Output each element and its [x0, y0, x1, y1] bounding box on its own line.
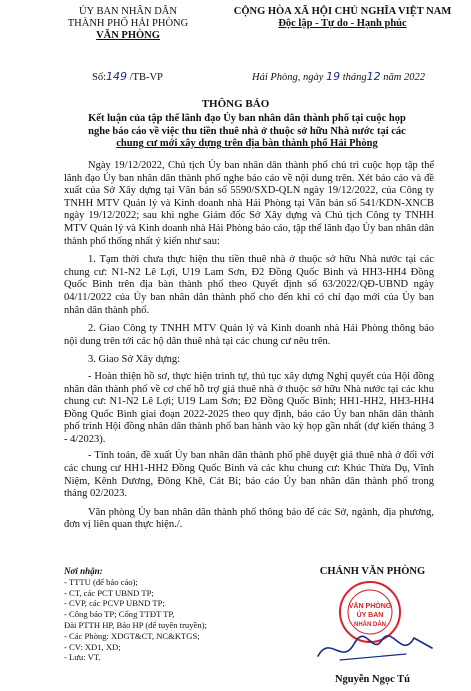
issuing-agency [58, 6, 198, 42]
date-month-handwritten: 12 [366, 70, 381, 83]
recipient-item: - CV: XD1, XD; [64, 641, 121, 652]
handwritten-signature [310, 626, 440, 671]
paragraph-item-3: 3. Giao Sở Xây dựng: [88, 354, 181, 366]
seal-text-top: VĂN PHÒNG [348, 603, 392, 610]
recipients-label: Nơi nhận: [64, 566, 103, 576]
signer-role: CHÁNH VĂN PHÒNG [319, 566, 426, 577]
recipient-item: - Công báo TP; Cổng TTĐT TP, [64, 609, 175, 620]
signature-block [290, 566, 455, 685]
recipient-item: - CVP, các PCVP UBND TP; [64, 598, 165, 609]
recipient-item: - Lưu: VT. [64, 652, 101, 663]
recipient-item: - Các Phòng: XDGT&CT, NC&KTGS; [64, 630, 200, 641]
paragraph-item-1: 1. Tạm thời chưa thực hiện thu tiền thuê nhà ở thuộc sở hữu Nhà nước tại các chung cư: N1-N2 Lê Lợi, U19 Lam Sơn, Đ2 Đồng Quốc Bình và HH3-HH4 Đồng Quốc Bình trên địa bàn thành phố theo Quyết định số 63/2022/QĐ-UBND ngày 04/11/2022 của Ủy ban nhân dân thành phố cho đến khi có chỉ đạo mới của Ủy ban nhân dân thành phố. [64, 254, 434, 316]
date-day-handwritten: 19 [326, 70, 341, 83]
document-body [64, 160, 434, 536]
seal-text-bottom: NHÂN DÂN [354, 622, 386, 628]
agency-line-2: THÀNH PHỐ HẢI PHÒNG [67, 18, 189, 29]
paragraph-item-3b: - Tính toán, đề xuất Ủy ban nhân dân thành phố phê duyệt giá thuê nhà ở đối với các chung cư HH1-HH2 Đồng Quốc Bình và các khu chung cư: Khúc Thừa Dụ, Vĩnh Niệm, Kênh Dương, Đông Khê, Cát Bi; báo cáo Ủy ban nhân dân thành phố trong tháng 02/2023. [64, 450, 434, 500]
recipient-item: - CT, các PCT UBND TP; [64, 587, 154, 598]
nation-title: CỘNG HÒA XÃ HỘI CHỦ NGHĨA VIỆT NAM [233, 6, 452, 17]
paragraph-closing: Văn phòng Ủy ban nhân dân thành phố thông báo để các Sở, ngành, địa phương, đơn vị liên quan thực hiện./. [64, 506, 434, 531]
document-subject: Kết luận của tập thể lãnh đạo Ủy ban nhân dân thành phố tại cuộc họp nghe báo cáo về việc thu tiền thuê nhà ở thuộc sở hữu Nhà nước tại các chung cư mới xây dựng trên địa bàn thành phố Hải Phòng [88, 113, 406, 149]
signer-name: Nguyễn Ngọc Tú [334, 674, 411, 685]
document-title: THÔNG BÁO [201, 98, 270, 110]
agency-line-1: ỦY BAN NHÂN DÂN [79, 6, 177, 17]
recipient-item: - TTTU (để báo cáo); [64, 576, 138, 587]
national-header [220, 6, 465, 30]
recipients-list [64, 566, 264, 663]
paragraph-intro: Ngày 19/12/2022, Chủ tịch Ủy ban nhân dân thành phố chủ trì cuộc họp tập thể lãnh đạo Ủy ban nhân dân thành phố nghe báo cáo về nội dung trên. Xét báo cáo và đề xuất của Sở Xây dựng tại Văn bản số 5590/SXD-QLN ngày 19/12/2022, của Công ty TNHH MTV Quản lý và Kinh doanh nhà Hải Phòng tại Văn bản số 541/KDN-XNCB ngày 19/12/2022; sau khi nghe Giám đốc Sở Xây dựng và Chủ tịch Công ty TNHH MTV Quản lý và Kinh doanh nhà Hải Phòng báo cáo, tập thể lãnh đạo Ủy ban nhân dân thành phố thống nhất ý kiến như sau: [64, 160, 434, 247]
seal-text-mid: ỦY BAN [356, 612, 384, 619]
paragraph-item-3a: - Hoàn thiện hồ sơ, thực hiện trình tự, thủ tục xây dựng Nghị quyết của Hội đồng nhân dân thành phố về cơ chế hỗ trợ giá thuê nhà ở thuộc sở hữu Nhà nước tại các khu chung cư: N1-N2 Lê Lợi; U19 Lam Sơn; Đ2 Đồng Quốc Bình; HH1-HH2, HH3-HH4 Đồng Quốc Bình giai đoạn 2022-2025 theo quy định, báo cáo Ủy ban nhân dân thành phố trình Hội đồng nhân dân thành phố ban hành vào kỳ họp gần nhất (dự kiến tháng 3 - 4/2023). [64, 370, 434, 445]
paragraph-item-2: 2. Giao Công ty TNHH MTV Quản lý và Kinh doanh nhà Hải Phòng thông báo nội dung trên tới các hộ dân thuê nhà tại các chung cư nêu trên. [64, 323, 434, 347]
motto: Độc lập - Tự do - Hạnh phúc [278, 18, 407, 29]
document-number: Số:149 /TB-VP [92, 70, 163, 83]
doc-number-handwritten: 149 [106, 70, 128, 83]
document-date: Hải Phòng, ngày 19 tháng12 năm 2022 [252, 70, 425, 83]
recipient-item: Đài PTTH HP, Báo HP (để tuyên truyền); [64, 619, 207, 630]
office-name: VĂN PHÒNG [96, 30, 160, 41]
